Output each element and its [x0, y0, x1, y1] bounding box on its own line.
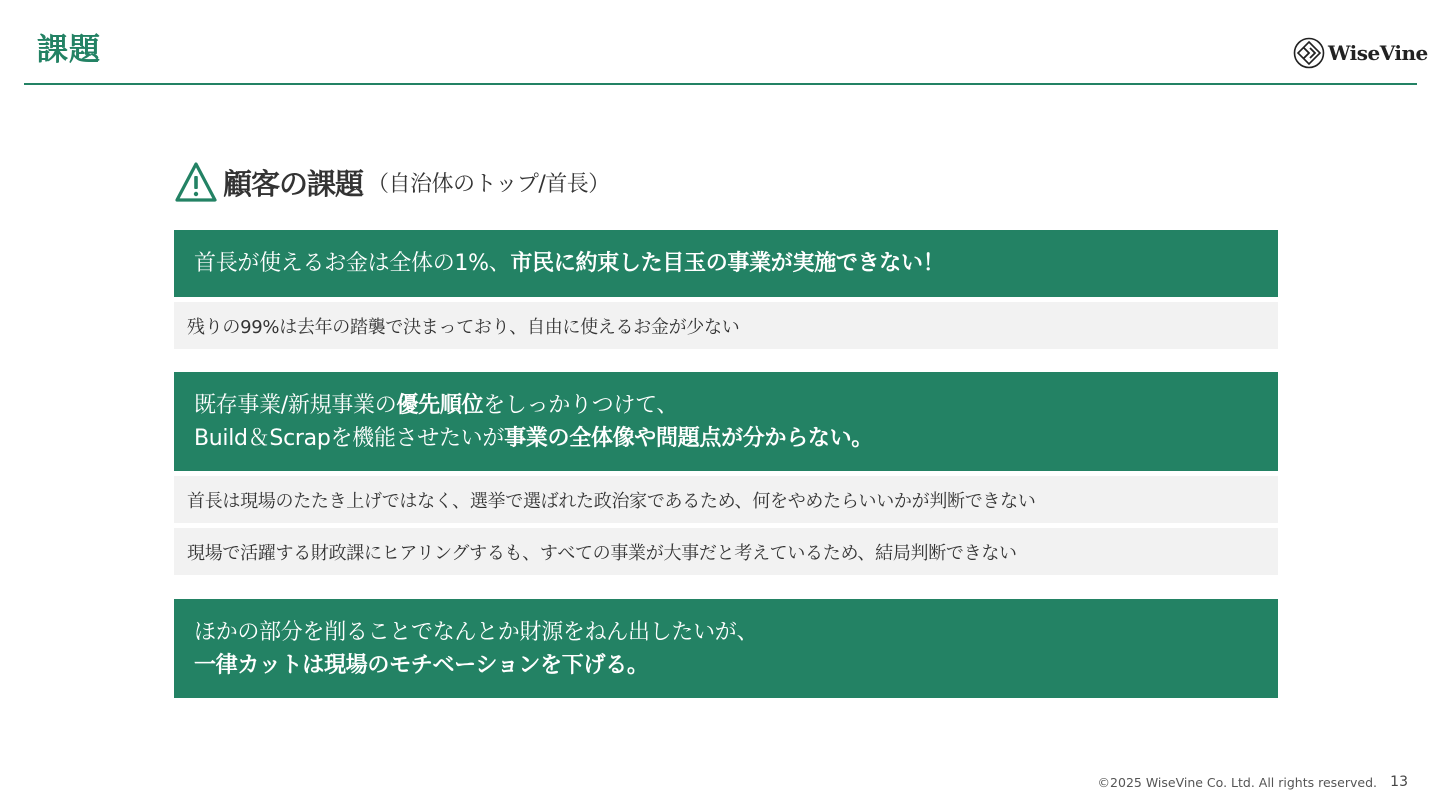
logo-text: WiseVine [1328, 41, 1428, 65]
copyright-notice: ©2025 WiseVine Co. Ltd. All rights reserved. [1097, 775, 1377, 790]
issue-detail: 残りの99%は去年の踏襲で決まっており、自由に使えるお金が少ない [174, 302, 1278, 349]
banner-emphasis: 市民に約束した目玉の事業が実施できない！ [510, 251, 945, 276]
banner-line [194, 616, 1258, 649]
wisevine-logo-icon [1293, 37, 1325, 69]
banner-emphasis: 事業の全体像や問題点が分からない。 [504, 425, 873, 451]
issue-block-2 [174, 372, 1278, 575]
issue-banner [174, 230, 1278, 297]
banner-line [194, 389, 1258, 422]
issue-banner [174, 599, 1278, 698]
banner-text: 首長が使えるお金は全体の1%、 [194, 251, 511, 276]
banner-text: をしっかりつけて、 [483, 392, 679, 418]
issue-banner [174, 372, 1278, 471]
company-logo [1293, 37, 1428, 69]
banner-line [194, 649, 1258, 682]
banner-text: 既存事業/新規事業の [194, 392, 397, 418]
issue-block-3 [174, 599, 1278, 698]
page-number: 13 [1390, 774, 1408, 790]
section-heading [174, 160, 610, 204]
banner-emphasis: 一律カットは現場のモチベーションを下げる。 [194, 652, 649, 678]
issue-detail: 首長は現場のたたき上げではなく、選挙で選ばれた政治家であるため、何をやめたらいいかが判断できない [174, 476, 1278, 523]
header-divider [24, 83, 1417, 85]
banner-text: Build＆Scrapを機能させたいが [194, 425, 505, 451]
section-subheading: （自治体のトップ/首長） [367, 171, 610, 197]
page-title: 課題 [37, 32, 101, 68]
banner-line [194, 247, 1258, 280]
banner-line [194, 422, 1258, 455]
issue-block-1 [174, 230, 1278, 349]
issue-detail: 現場で活躍する財政課にヒアリングするも、すべての事業が大事だと考えているため、結局判断できない [174, 528, 1278, 575]
section-heading-text: 顧客の課題 [223, 166, 364, 201]
banner-text: ほかの部分を削ることでなんとか財源をねん出したいが、 [194, 619, 759, 645]
warning-icon [174, 161, 218, 203]
banner-emphasis: 優先順位 [396, 392, 484, 418]
